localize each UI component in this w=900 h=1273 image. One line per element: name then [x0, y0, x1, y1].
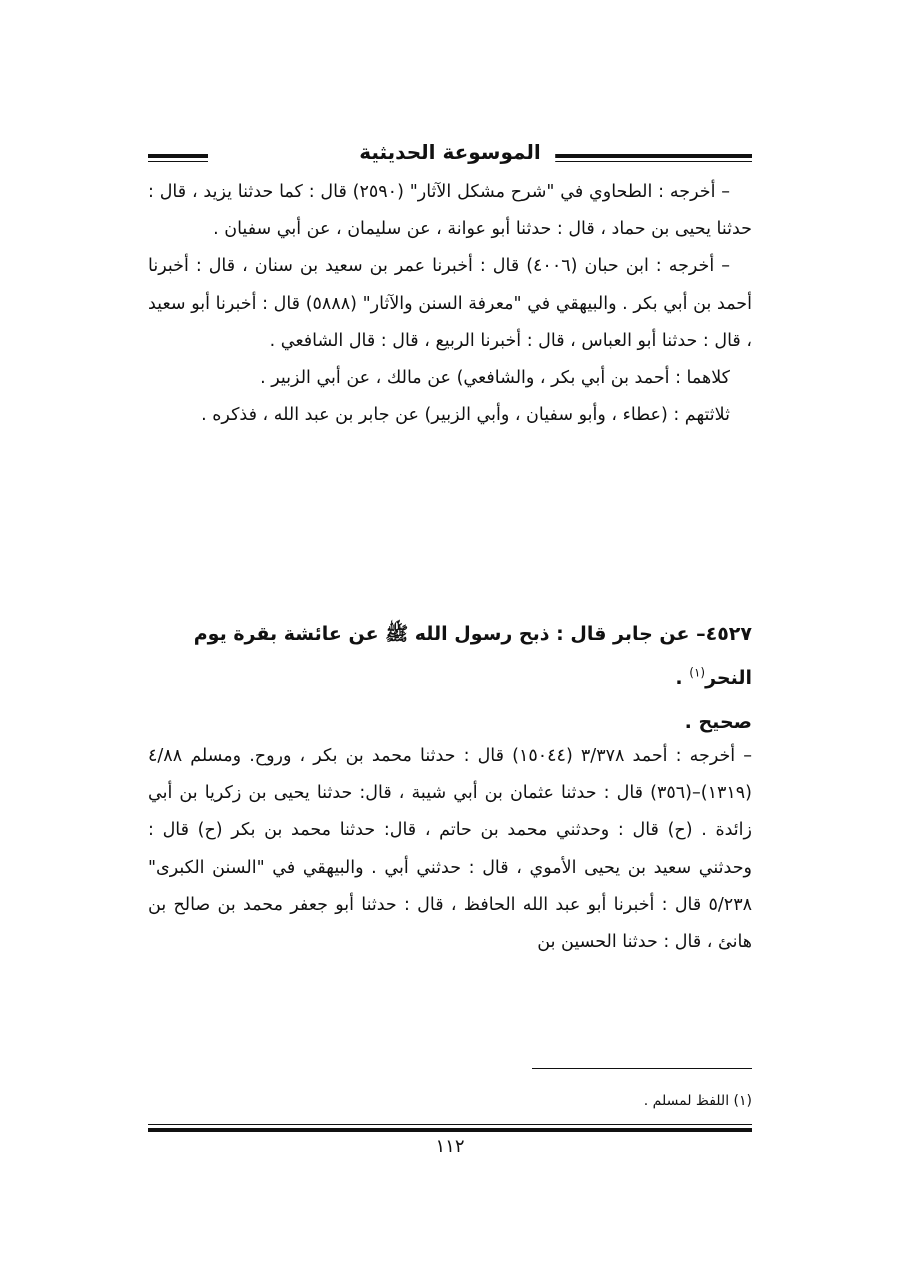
- footnote: (١) اللفظ لمسلم .: [643, 1093, 752, 1109]
- footnote-separator: [532, 1068, 752, 1069]
- footnote-marker: (١): [689, 665, 706, 680]
- paragraph-three: ثلاثتهم : (عطاء ، وأبو سفيان ، وأبي الزبير) عن جابر بن عبد الله ، فذكره .: [201, 405, 730, 426]
- hadith-grade: صحيح .: [684, 711, 752, 733]
- running-header: [148, 140, 752, 170]
- footer-rules: [148, 1124, 752, 1136]
- footer-rule-thin: [148, 1124, 752, 1125]
- paragraph-ahmad-muslim: – أخرجه : أحمد ٣/٣٧٨ (١٥٠٤٤) قال : حدثنا محمد بن بكر ، وروح. ومسلم ٤/٨٨ (١٣١٩)–(٣٥٦) قال : حدثنا عثمان بن أبي شيبة ، قال: حدثنا يحيى بن زكريا بن أبي زائدة . (ح) قال : وحدثني محمد بن حاتم ، قال: حدثنا محمد بن بكر (ح) قال : وحدثني سعيد بن يحيى الأموي ، قال : حدثني أبي . والبيهقي في "السنن الكبرى" ٥/٢٣٨ قال : أخبرنا أبو عبد الله الحافظ ، قال : حدثنا أبو جعفر محمد بن صالح بن هانئ ، قال : حدثنا الحسين بن: [148, 746, 753, 953]
- hadith-heading: [148, 612, 752, 700]
- paragraph-both: كلاهما : أحمد بن أبي بكر ، والشافعي) عن مالك ، عن أبي الزبير .: [260, 368, 730, 389]
- paragraph-tahawi: – أخرجه : الطحاوي في "شرح مشكل الآثار" (٢٥٩٠) قال : كما حدثنا يزيد ، قال : حدثنا يحيى بن حماد ، قال : حدثنا أبو عوانة ، عن سليمان ، عن أبي سفيان .: [148, 182, 752, 240]
- book-page: [148, 0, 752, 1273]
- footer-rule-thick: [148, 1128, 752, 1132]
- header-rule-left-thick: [148, 154, 208, 158]
- header-title: الموسوعة الحديثية: [345, 140, 555, 164]
- takhrij-block-2: [148, 738, 752, 961]
- page-number: ١١٢: [435, 1136, 465, 1157]
- header-rule-left-thin: [148, 161, 208, 162]
- takhrij-block-1: [148, 174, 752, 434]
- hadith-ending: .: [675, 667, 690, 689]
- hadith-text: ٤٥٢٧– عن جابر قال : ذبح رسول الله ﷺ عن عائشة بقرة يوم النحر: [193, 623, 752, 689]
- paragraph-ibn-hibban: – أخرجه : ابن حبان (٤٠٠٦) قال : أخبرنا عمر بن سعيد بن سنان ، قال : أخبرنا أحمد بن أبي بكر . والبيهقي في "معرفة السنن والآثار" (٥٨٨٨) قال : أخبرنا أبو سعيد ، قال : حدثنا أبو العباس ، قال : أخبرنا الربيع ، قال : قال الشافعي .: [148, 256, 752, 351]
